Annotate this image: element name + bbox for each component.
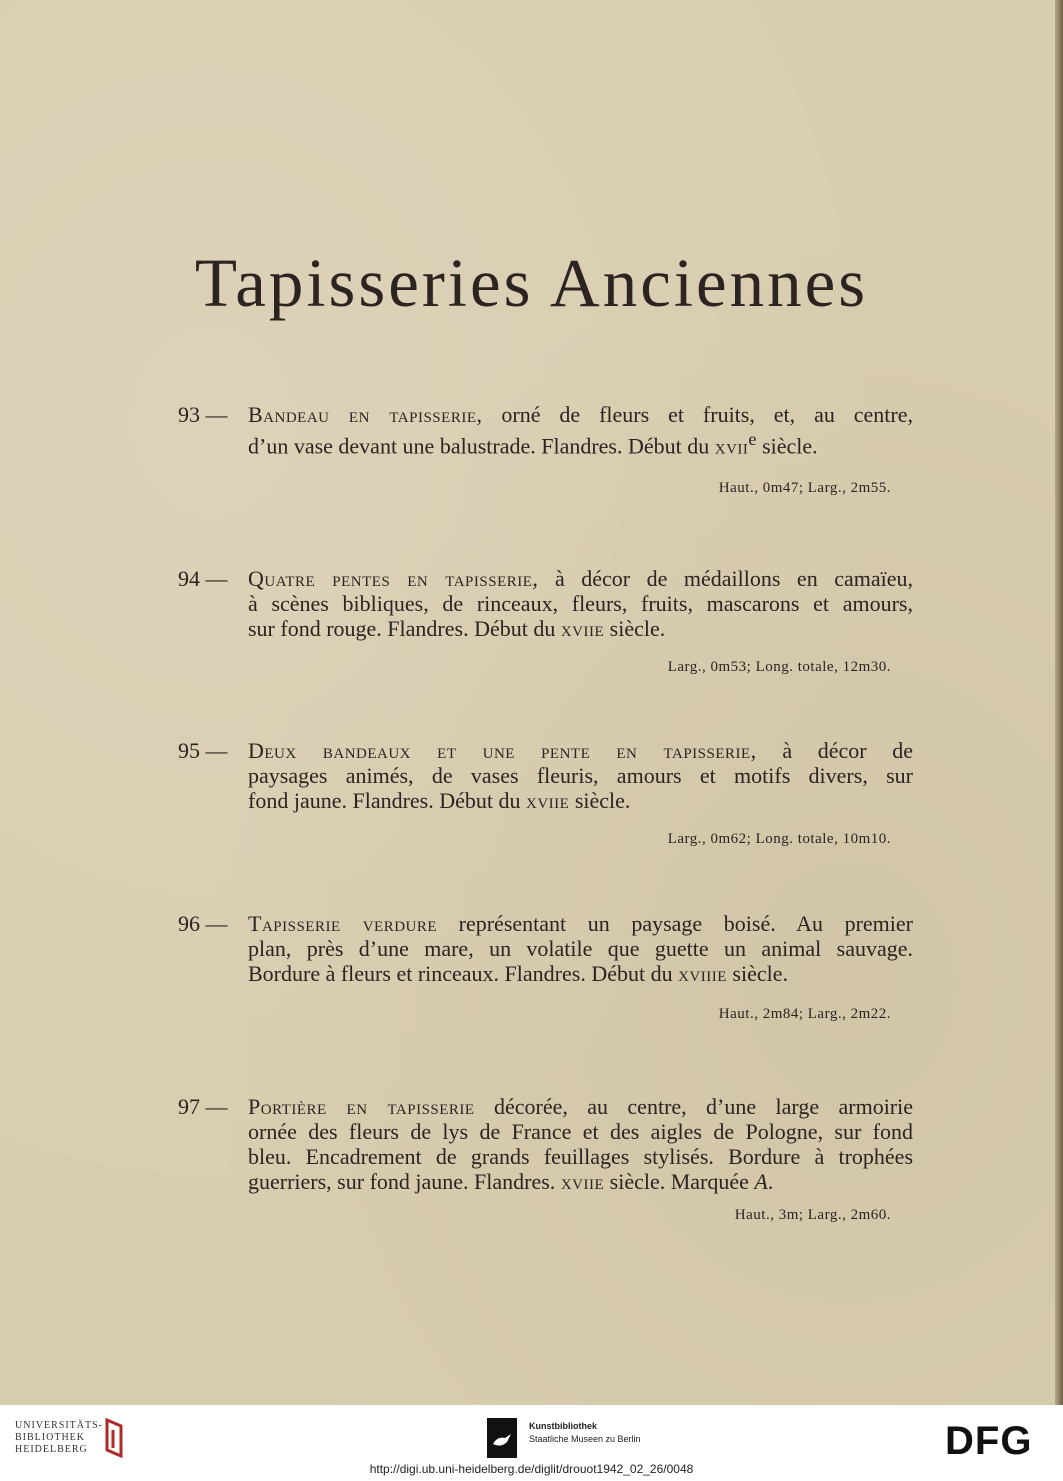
entry-heading: Portière en tapisserie bbox=[248, 1094, 475, 1119]
entry-number: 94 — bbox=[178, 566, 228, 591]
entry-text: Bandeau en tapisserie, orné de fleurs et fruits, et, au centre, d’un vase devant une balustrade. Flandres. Début du xvii$^e$ siècle. bbox=[248, 402, 913, 459]
university-logo-icon bbox=[103, 1418, 125, 1458]
entry-text: Deux bandeaux et une pente en tapisserie, à décor de paysages animés, de vases fleuris, amours et motifs divers, sur fond jaune. Flandres. Début du xviie siècle. bbox=[248, 738, 913, 813]
entry-number: 95 — bbox=[178, 738, 228, 763]
page-edge bbox=[1055, 0, 1063, 1405]
kunstbibliothek-name: Kunstbibliothek Staatliche Museen zu Berlin bbox=[529, 1421, 641, 1444]
page-title: Tapisseries Anciennes bbox=[194, 245, 869, 321]
entry-number: 96 — bbox=[178, 911, 228, 936]
catalog-entry-93 bbox=[178, 402, 913, 458]
kunstbibliothek-logo-icon bbox=[487, 1418, 517, 1458]
entry-heading: Bandeau en tapisserie, bbox=[248, 402, 483, 427]
entry-number: 97 — bbox=[178, 1094, 228, 1119]
entry-text: Quatre pentes en tapisserie, à décor de médaillons en camaïeu, à scènes bibliques, de rinceaux, fleurs, fruits, mascarons et amours, sur fond rouge. Flandres. Début du xviie siècle. bbox=[248, 566, 913, 641]
entry-heading: Tapisserie verdure bbox=[248, 911, 438, 936]
university-library-name: UNIVERSITÄTS- BIBLIOTHEK HEIDELBERG bbox=[15, 1420, 103, 1455]
source-url[interactable]: http://digi.ub.uni-heidelberg.de/diglit/drouot1942_02_26/0048 bbox=[369, 1462, 694, 1476]
entry-number: 93 — bbox=[178, 402, 228, 427]
dfg-logo: DFG bbox=[945, 1419, 1033, 1463]
entry-dimensions-93: Haut., 0m47; Larg., 2m55. bbox=[718, 480, 891, 496]
catalog-entry-97 bbox=[178, 1094, 913, 1194]
catalog-entry-94 bbox=[178, 566, 913, 641]
entry-dimensions-97: Haut., 3m; Larg., 2m60. bbox=[734, 1207, 891, 1223]
entry-dimensions-94: Larg., 0m53; Long. totale, 12m30. bbox=[667, 659, 891, 675]
entry-dimensions-95: Larg., 0m62; Long. totale, 10m10. bbox=[667, 831, 891, 847]
entry-heading: Quatre pentes en tapisserie, bbox=[248, 566, 539, 591]
entry-dimensions-96: Haut., 2m84; Larg., 2m22. bbox=[718, 1006, 891, 1022]
catalog-entry-96 bbox=[178, 911, 913, 986]
entry-text: Portière en tapisserie décorée, au centre, d’une large armoirie ornée des fleurs de lys de France et des aigles de Pologne, sur fond bleu. Encadrement de grands feuillages stylisés. Bordure à trophées guerriers, sur fond jaune. Flandres. xviie siècle. Marquée A. bbox=[248, 1094, 914, 1194]
catalog-entry-95 bbox=[178, 738, 913, 813]
entry-heading: Deux bandeaux et une pente en tapisserie, bbox=[248, 738, 757, 763]
entry-text: Tapisserie verdure représentant un paysage boisé. Au premier plan, près d’une mare, un volatile que guette un animal sauvage. Bordure à fleurs et rinceaux. Flandres. Début du xviiie siècle. bbox=[248, 911, 913, 986]
